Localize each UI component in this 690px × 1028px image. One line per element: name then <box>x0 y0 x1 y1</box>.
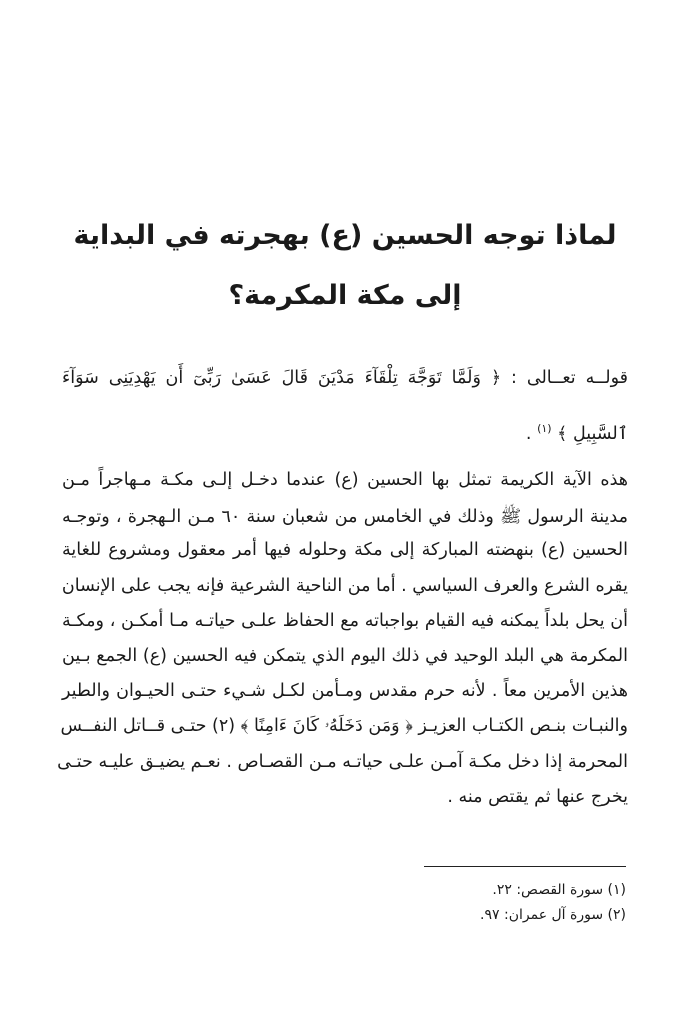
verse-line-1: قولــه تعــالى : ﴿ وَلَمَّا تَوَجَّهَ تِلْقَآءَ مَدْيَنَ قَالَ عَسَىٰ رَبِّىٓ أَن يَهْدِيَنِى سَوَآءَ <box>62 368 628 388</box>
body-line: هذين الأمرين معاً . لأنه حرم مقدس ومـأمن لكـل شـيء حتـى الحيـوان والطير <box>62 681 628 701</box>
body-line: مدينة الرسول ﷺ وذلك في الخامس من شعبان سنة ٦٠ مـن الـهجرة ، وتوجـه <box>62 507 628 527</box>
footnote-1: (١) سورة القصص: ٢٢. <box>492 882 626 898</box>
footnote-ref-1[interactable]: (١) <box>537 422 552 435</box>
body-line: يقره الشرع والعرف السياسي . أما من الناحية الشرعية فإنه يجب على الإنسان <box>61 576 628 596</box>
body-line: أن يحل بلداً يمكنه فيه القيام بواجباته مع الحفاظ علـى حياتـه مـا أمكـن ، ومكـة <box>62 611 628 631</box>
body-line: يخرج عنها ثم يقتص منه . <box>447 787 628 807</box>
chapter-title-line-2: إلى مكة المكرمة؟ <box>228 280 462 311</box>
body-line: المحرمة إذا دخل مكـة آمـن علـى حياتـه مـن القصـاص . نعـم يضيـق عليـه حتـى <box>57 752 628 772</box>
verse-line-2 <box>526 422 628 444</box>
body-line: الحسين (ع) بنهضته المباركة إلى مكة وحلوله فيها أمر معقول ومشروع للغاية <box>62 540 628 560</box>
body-line: هذه الآية الكريمة تمثل بها الحسين (ع) عندما دخـل إلـى مكـة مـهاجراً مـن <box>62 470 628 490</box>
body-line: المكرمة هي البلد الوحيد في ذلك اليوم الذي يتمكن فيه الحسين (ع) الجمع بـين <box>62 646 628 666</box>
footnote-divider <box>424 866 626 867</box>
verse-text: ٱلسَّبِيلِ ﴾ <box>557 423 628 444</box>
footnote-2: (٢) سورة آل عمران: ٩٧. <box>480 907 626 923</box>
verse-end: . <box>525 423 532 444</box>
body-line: والنبـات بنـص الكتـاب العزيـز ﴿ وَمَن دَخَلَهُۥ كَانَ ءَامِنًا ﴾ (٢) حتـى قــاتل النفــس <box>60 716 628 736</box>
chapter-title-line-1: لماذا توجه الحسين (ع) بهجرته في البداية <box>73 220 617 251</box>
